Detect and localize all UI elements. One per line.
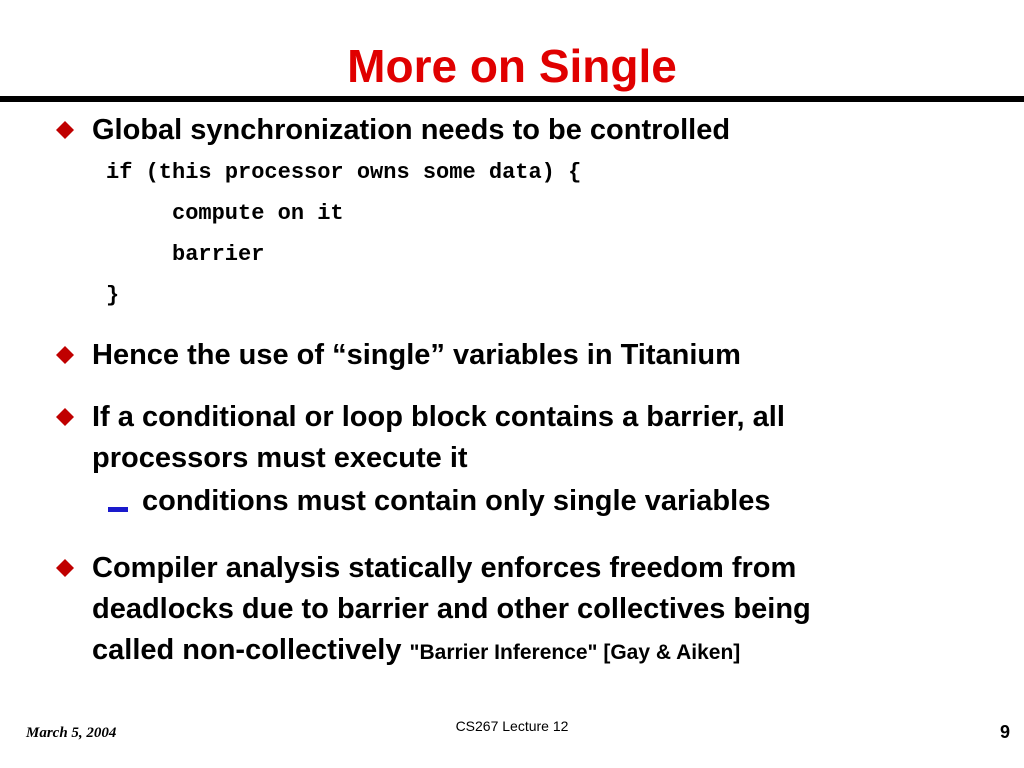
title-divider [0, 96, 1024, 102]
diamond-icon [55, 120, 75, 140]
citation: "Barrier Inference" [Gay & Aiken] [409, 641, 741, 664]
diamond-icon [55, 558, 75, 578]
bullet-4-text-line-3 [92, 630, 740, 673]
code-line-barrier: barrier [172, 242, 265, 267]
footer-course: CS267 Lecture 12 [455, 718, 569, 734]
bullet-4-text-line-2: deadlocks due to barrier and other collectives being [92, 593, 811, 625]
diamond-icon [55, 407, 75, 427]
bullet-1-text: Global synchronization needs to be controlled [92, 114, 731, 146]
code-line-close-brace: } [106, 283, 120, 308]
bullet-4-text-line-1: Compiler analysis statically enforces freedom from [92, 552, 797, 584]
bullet-2-text: Hence the use of “single” variables in Titanium [92, 339, 741, 371]
bullet-3-text-line-2: processors must execute it [92, 442, 468, 474]
page-number: 9 [999, 722, 1010, 742]
footer-date: March 5, 2004 [26, 725, 117, 741]
slide-title: More on Single [347, 40, 677, 92]
dash-icon [108, 507, 128, 512]
code-line-if: if (this processor owns some data) { [106, 160, 582, 185]
code-line-compute: compute on it [172, 201, 344, 226]
sub-bullet-text: conditions must contain only single variables [142, 485, 771, 517]
bullet-3-text-line-1: If a conditional or loop block contains a barrier, all [92, 401, 785, 433]
diamond-icon [55, 345, 75, 365]
bullet-4-text-line-3-main: called non-collectively [92, 634, 402, 666]
